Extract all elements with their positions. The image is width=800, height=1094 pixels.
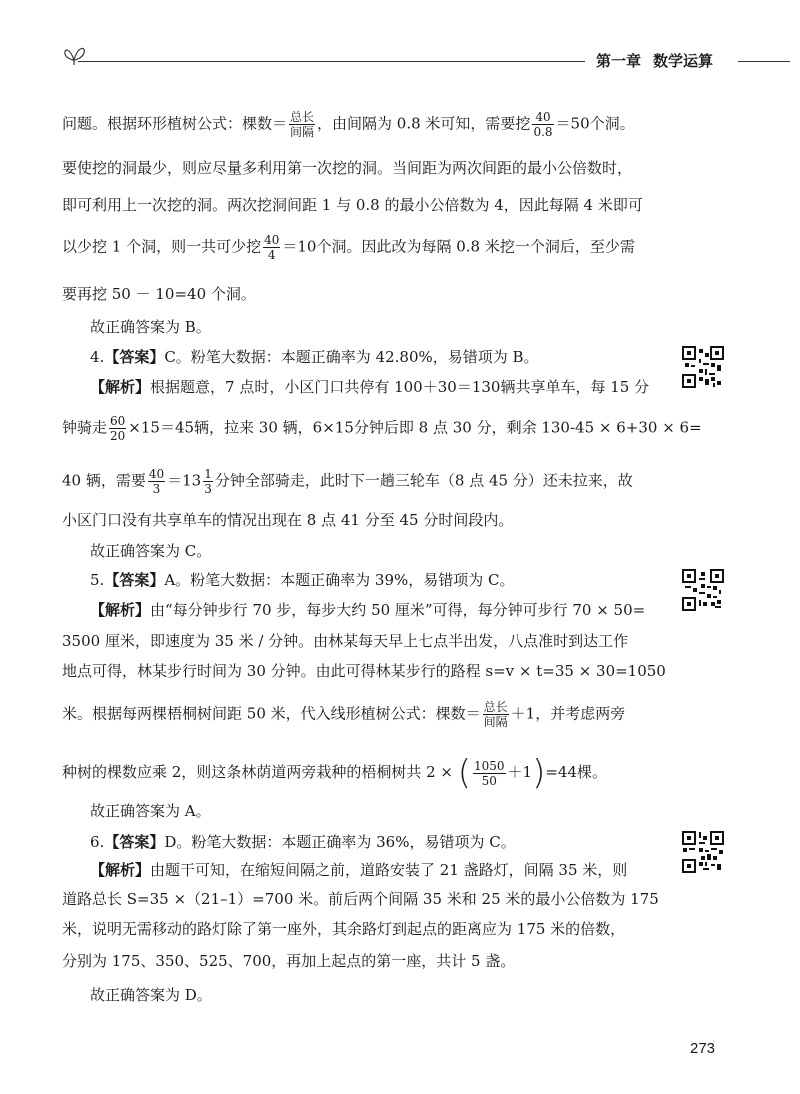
analysis-line: 【解析】由题干可知，在缩短间隔之前，道路安装了 21 盏路灯，间隔 35 米，则 (90, 861, 628, 879)
text-line: 钟骑走 $\frac{60}{20}$ ×15＝45辆，拉来 30 辆，6×15分钟后即 8 点 30 分，剩余 130-45 × 6+30 × 6= (62, 414, 702, 443)
fraction: $\frac{\text{总长}}{\text{间隔}}$ (483, 700, 508, 729)
sprout-icon (62, 40, 96, 66)
analysis-line: 【解析】由“每分钟步行 70 步，每步大约 50 厘米”可得，每分钟可步行 70 × 50= (90, 601, 646, 619)
text-line: 要再挖 50 － 10=40 个洞。 (62, 285, 256, 303)
fraction: $\frac{40}{0.8}$ (533, 110, 553, 139)
chapter-label: 第一章 (596, 52, 642, 70)
fraction: $\frac{1050}{50}$ (474, 758, 505, 788)
answer-line: 4.【答案】C。粉笔大数据：本题正确率为 42.80%，易错项为 B。 (90, 348, 539, 366)
page-number: 273 (690, 1040, 716, 1057)
qr-code-icon (681, 568, 725, 612)
fraction: $\frac{60}{20}$ (110, 414, 126, 443)
header-rule (78, 61, 585, 62)
text-line: 米，说明无需移动的路灯除了第一座外，其余路灯到起点的距离应为 175 米的倍数， (62, 920, 626, 938)
text-line: 3500 厘米，即速度为 35 米 / 分钟。由林某每天早上七点半出发，八点准时到达工作 (62, 632, 629, 650)
text-line: 即可利用上一次挖的洞。两次挖洞间距 1 与 0.8 的最小公倍数为 4，因此每隔 4 米即可 (62, 196, 643, 214)
chapter-title (596, 50, 713, 71)
text-line: 以少挖 1 个洞，则一共可少挖 $\frac{40}{4}$ ＝10个洞。因此改为每隔 0.8 米挖一个洞后，至少需 (62, 233, 635, 262)
text-line: 小区门口没有共享单车的情况出现在 8 点 41 分至 45 分时间段内。 (62, 511, 514, 529)
analysis-line: 【解析】根据题意，7 点时，小区门口共停有 100＋30＝130辆共享单车，每 15 分 (90, 378, 650, 396)
qr-code-icon (681, 345, 725, 389)
text-line: 问题。根据环形植树公式：棵数＝ $\frac{\text{总长}}{\text{间隔}}$ ，由间隔为 0.8 米可知，需要挖 $\frac{40}{0.8}$ ＝50个洞。 (62, 110, 635, 139)
section-label: 数学运算 (653, 52, 714, 70)
text-line: 故正确答案为 B。 (90, 318, 211, 336)
text-line: 分别为 175、350、525、700，再加上起点的第一座，共计 5 盏。 (62, 952, 516, 970)
text-line: 道路总长 S=35 ×（21–1）=700 米。前后两个间隔 35 米和 25 米的最小公倍数为 175 (62, 890, 659, 908)
text-line: 故正确答案为 D。 (90, 986, 212, 1004)
answer-line: 6.【答案】D。粉笔大数据：本题正确率为 36%，易错项为 C。 (90, 833, 516, 851)
fraction: $\frac{1}{3}$ (204, 467, 212, 496)
text-line: 故正确答案为 C。 (90, 542, 212, 560)
fraction: $\frac{\text{总长}}{\text{间隔}}$ (290, 110, 315, 139)
answer-line: 5.【答案】A。粉笔大数据：本题正确率为 39%，易错项为 C。 (90, 571, 515, 589)
fraction: $\frac{40}{3}$ (148, 467, 165, 496)
text-line: 米。根据每两棵梧桐树间距 50 米，代入线形植树公式：棵数＝ $\frac{\text{总长}}{\text{间隔}}$ ＋1，并考虑两旁 (62, 700, 626, 729)
text-line: 地点可得，林某步行时间为 30 分钟。由此可得林某步行的路程 s=v × t=35 × 30=1050 (62, 662, 666, 680)
text-line: 种树的棵数应乘 2，则这条林荫道两旁栽种的梧桐树共 2 × ( $\frac{1050}{50}$ ＋1)=44棵。 (62, 753, 608, 793)
qr-code-icon (681, 830, 725, 874)
header-rule-right (738, 61, 790, 62)
text-line: 故正确答案为 A。 (90, 802, 211, 820)
text-line: 40 辆，需要 $\frac{40}{3}$ ＝13 $\frac{1}{3}$ 分钟全部骑走，此时下一趟三轮车（8 点 45 分）还未拉来，故 (62, 467, 633, 496)
fraction: $\frac{40}{4}$ (264, 233, 280, 262)
text-line: 要使挖的洞最少，则应尽量多利用第一次挖的洞。当间距为两次间距的最小公倍数时， (62, 159, 633, 177)
